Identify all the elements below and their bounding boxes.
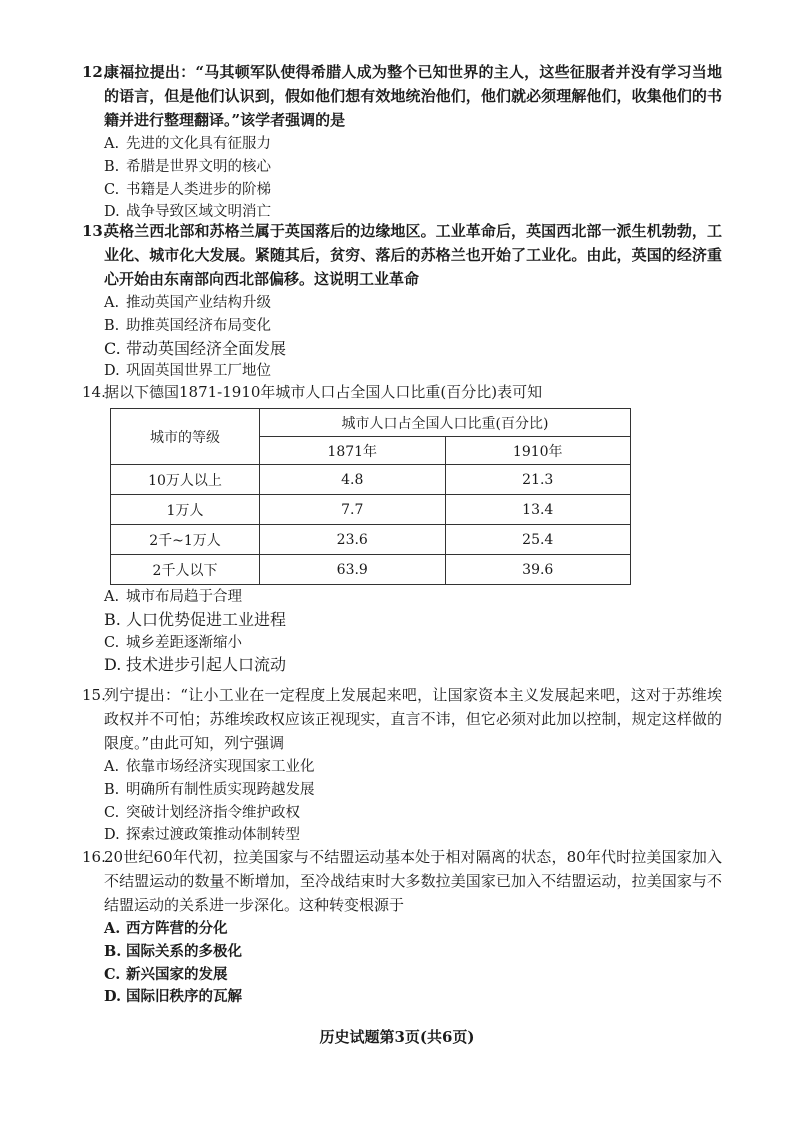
city-level: 2千~1万人 <box>111 525 260 555</box>
table-row <box>111 555 631 585</box>
question-15-stem <box>82 683 722 755</box>
value-1910: 13.4 <box>445 495 631 525</box>
question-16-stem <box>82 845 722 917</box>
question-text: 据以下德国1871-1910年城市人口占全国人口比重(百分比)表可知 <box>104 383 543 401</box>
option-a: A. 推动英国产业结构升级 <box>104 295 271 311</box>
year-header-1910: 1910年 <box>445 437 631 465</box>
option-a: A. 西方阵营的分化 <box>104 920 228 937</box>
question-number: 16. <box>82 848 106 866</box>
value-1910: 39.6 <box>445 555 631 585</box>
option-c: C. 突破计划经济指令维护政权 <box>104 804 300 821</box>
option-d: D. 战争导致区域文明消亡 <box>104 204 271 221</box>
city-level: 10万人以上 <box>111 465 260 495</box>
question-number: 14. <box>82 383 106 401</box>
option-b: B. 国际关系的多极化 <box>104 942 242 960</box>
option-c: C. 新兴国家的发展 <box>104 965 228 983</box>
option-a: A. 先进的文化具有征服力 <box>104 136 271 152</box>
question-14-options-block <box>82 585 722 677</box>
group-header: 城市人口占全国人口比重(百分比) <box>260 409 631 437</box>
table-row <box>111 525 631 555</box>
table-row <box>111 465 631 495</box>
year-header-1871: 1871年 <box>260 437 446 465</box>
option-a: A. 依靠市场经济实现国家工业化 <box>104 759 315 775</box>
option-c: C. 书籍是人类进步的阶梯 <box>104 181 271 198</box>
option-d: D. 探索过渡政策推动体制转型 <box>104 827 300 844</box>
value-1871: 23.6 <box>260 525 446 555</box>
question-16 <box>82 845 722 1009</box>
option-d: D. 技术进步引起人口流动 <box>104 655 287 675</box>
value-1871: 4.8 <box>260 465 446 495</box>
value-1871: 7.7 <box>260 495 446 525</box>
option-b: B. 希腊是世界文明的核心 <box>104 158 271 175</box>
page-footer: 历史试题第3页(共6页) <box>319 1028 475 1046</box>
option-c: C. 带动英国经济全面发展 <box>104 338 287 358</box>
question-12-stem <box>82 60 722 132</box>
value-1910: 21.3 <box>445 465 631 495</box>
option-c: C. 城乡差距逐渐缩小 <box>104 634 242 651</box>
question-12 <box>82 60 722 224</box>
option-b: B. 明确所有制性质实现跨越发展 <box>104 781 315 798</box>
option-d: D. 巩固英国世界工厂地位 <box>104 363 271 380</box>
question-text: 英格兰西北部和苏格兰属于英国落后的边缘地区。工业革命后，英国西北部一派生机勃勃，工业化、城市化大发展。紧随其后，贫穷、落后的苏格兰也开始了工业化。由此，英国的经济重心开始由东南部向西北部偏移。这说明工业革命 <box>104 222 722 288</box>
question-16-options <box>82 918 722 1009</box>
value-1871: 63.9 <box>260 555 446 585</box>
question-text: 康福拉提出：“马其顿军队使得希腊人成为整个已知世界的主人，这些征服者并没有学习当地的语言，但是他们认识到，假如他们想有效地统治他们，他们就必须理解他们，收集他们的书籍并进行整理翻译。”该学者强调的是 <box>104 63 722 129</box>
question-15-options <box>82 756 722 847</box>
question-14-options <box>82 586 722 677</box>
row-header-label: 城市的等级 <box>111 409 260 465</box>
population-table <box>110 408 631 585</box>
option-a: A. 城市布局趋于合理 <box>104 589 242 605</box>
question-13-stem <box>82 219 722 291</box>
table-row <box>111 495 631 525</box>
option-d: D. 国际旧秩序的瓦解 <box>104 988 242 1006</box>
question-14 <box>82 380 722 404</box>
option-b: B. 助推英国经济布局变化 <box>104 317 271 334</box>
question-text: 20世纪60年代初，拉美国家与不结盟运动基本处于相对隔离的状态，80年代时拉美国家加入不结盟运动的数量不断增加，至冷战结束时大多数拉美国家已加入不结盟运动，拉美国家与不结盟运动的关系进一步深化。这种转变根源于 <box>104 848 722 914</box>
city-level: 1万人 <box>111 495 260 525</box>
question-12-options <box>82 133 722 224</box>
question-13-options <box>82 292 722 383</box>
question-15 <box>82 683 722 847</box>
question-13 <box>82 219 722 383</box>
question-14-stem <box>82 380 722 404</box>
question-number: 12. <box>82 63 109 81</box>
value-1910: 25.4 <box>445 525 631 555</box>
question-number: 13. <box>82 222 109 240</box>
question-text: 列宁提出：“让小工业在一定程度上发展起来吧，让国家资本主义发展起来吧，这对于苏维埃政权并不可怕；苏维埃政权应该正视现实，直言不讳，但它必须对此加以控制，规定这样做的限度。”由此可知，列宁强调 <box>104 686 722 752</box>
city-level: 2千人以下 <box>111 555 260 585</box>
option-b: B. 人口优势促进工业进程 <box>104 609 287 629</box>
question-number: 15. <box>82 686 106 704</box>
